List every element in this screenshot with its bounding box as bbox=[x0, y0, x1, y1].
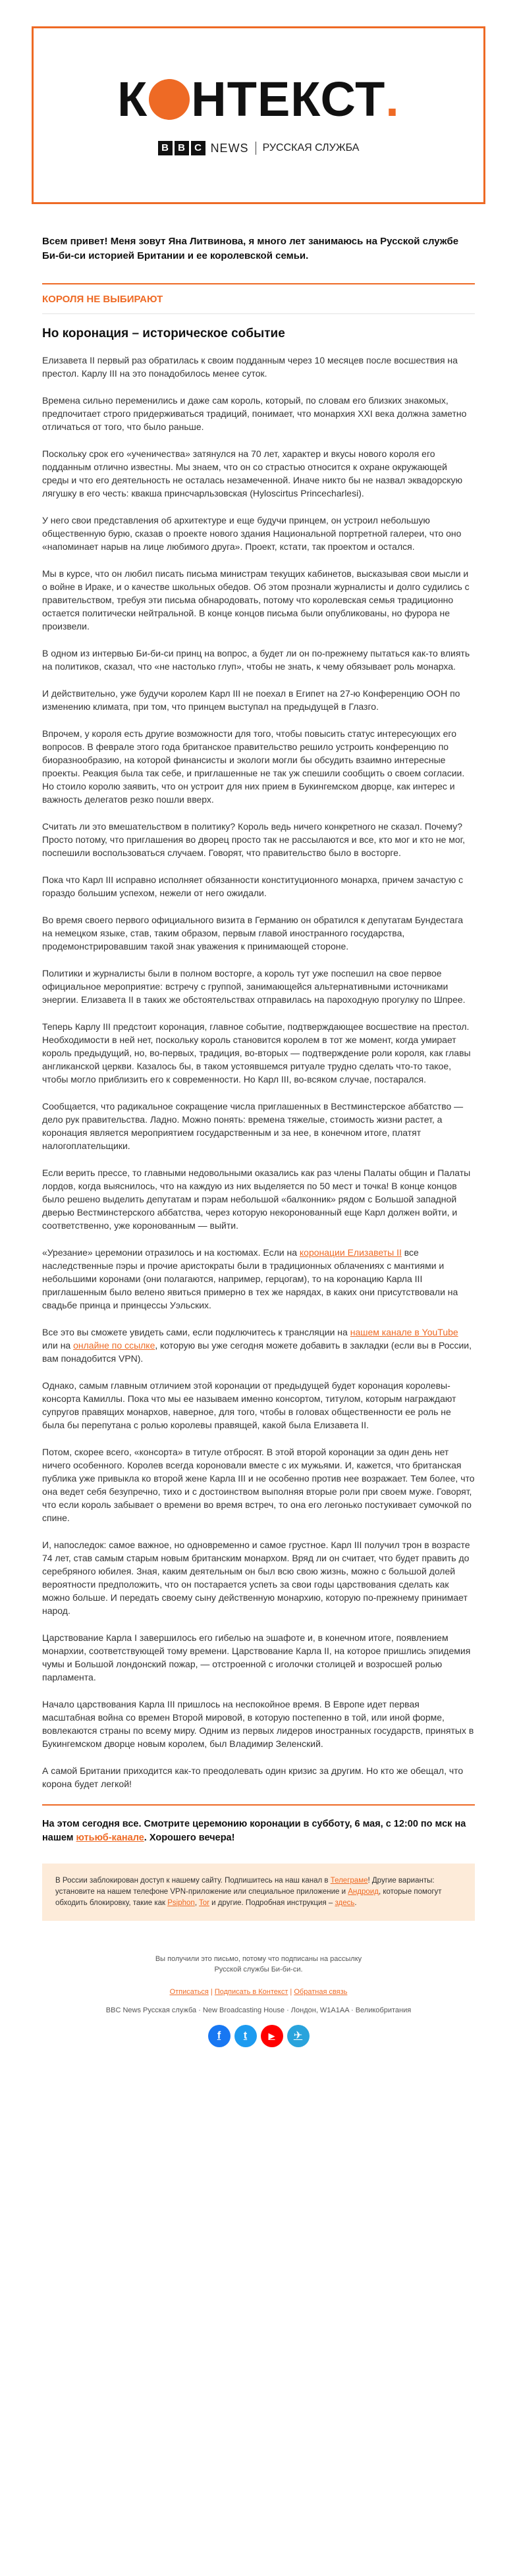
instructions-link[interactable]: здесь bbox=[335, 1899, 355, 1907]
link-separator: | bbox=[288, 1988, 294, 1996]
text-run: «Урезание» церемонии отразилось и на костюмах. Если на bbox=[42, 1247, 300, 1258]
kontekst-logo[interactable] bbox=[117, 72, 400, 126]
text-run: На этом сегодня все. Смотрите церемонию коронации в субботу, 6 мая, с 12:00 по мск на нашем bbox=[42, 1819, 466, 1843]
postal-address: BBC News Русская служба · New Broadcasting House · Лондон, W1A1AA · Великобритания bbox=[105, 2006, 412, 2014]
article-paragraph: Начало царствования Карла III пришлось на неспокойное время. В Европе идет первая масштабная война со времен Второй мировой, в которую постепенно в той, или иной форме, вовлекаются страны по всему миру. Одним из первых лидеров иностранных государств, принятых в Букингемском дворце новым королем, был Владимир Зеленский. bbox=[42, 1699, 474, 1749]
text-run: и другие. Подробная инструкция – bbox=[209, 1899, 335, 1907]
link-separator: | bbox=[208, 1988, 215, 1996]
logo-o-mark bbox=[149, 79, 190, 120]
article-paragraph bbox=[42, 1246, 475, 1312]
article-paragraph: Поскольку срок его «ученичества» затянулся на 70 лет, характер и вкусы нового короля его подданным отлично известны. Мы знаем, что он со страстью относится к охране окружающей среды и что его деятельность не осталась незамеченной. Иначе никто бы не назвал эквадорскую лягушку в его честь: квакша принсчарльзовская (Hyloscirtus Princecharlesi). bbox=[42, 448, 463, 498]
online-stream-link[interactable]: онлайне по ссылке bbox=[73, 1340, 155, 1351]
text-run: , которую вы уже сегодня можете добавить в закладки (если вы в России, вам понадобится VPN). bbox=[42, 1340, 472, 1364]
youtube-link[interactable]: ютьюб-канале bbox=[76, 1833, 144, 1843]
telegram-link[interactable]: Телеграме bbox=[330, 1877, 368, 1885]
article-paragraph: Теперь Карлу III предстоит коронация, главное событие, подтверждающее восшествие на престол. Необходимости в ней нет, поскольку король становится королем в тот же момент, когда умирает король предыдущий, но, во-первых, традиция, во-вторых — подтверждение роли короля, как главы англиканской церкви. Казалось бы, в таком устоявшемся ритуале трудно сделать что-то такое, чтобы могло приблизить его к современности. Но Карл III, во-всяком случае, постарался. bbox=[42, 1021, 471, 1085]
coronation-elizabeth-link[interactable]: коронации Елизаветы II bbox=[299, 1247, 402, 1258]
subscription-note: Вы получили это письмо, потому что подписаны на рассылку Русской службы Би-би-си. bbox=[155, 1955, 362, 1973]
psiphon-link[interactable]: Psiphon bbox=[167, 1899, 195, 1907]
text-run: . bbox=[354, 1899, 357, 1907]
unsubscribe-link[interactable]: Отписаться bbox=[169, 1988, 209, 1996]
text-run: В России заблокирован доступ к нашему сайту. Подпишитесь на наш канал в bbox=[55, 1877, 331, 1885]
article-paragraph: В одном из интервью Би-би-си принц на вопрос, а будет ли он по-прежнему пытаться как-то влиять на политиков, сказал, что «не настолько глуп», чтобы не знать, к чему обязывает роль монарха. bbox=[42, 648, 470, 672]
article-paragraph: Времена сильно переменились и даже сам король, который, по словам его близких знакомых, предпочитает строго придерживаться традиций, понимает, что монархия XXI века должна заметно отличаться от того, что было раньше. bbox=[42, 395, 467, 432]
article-paragraph: Пока что Карл III исправно исполняет обязанности конституционного монарха, причем зачастую с гораздо большим успехом, нежели от него ожидали. bbox=[42, 874, 464, 898]
section-label: КОРОЛЯ НЕ ВЫБИРАЮТ bbox=[42, 294, 163, 305]
article-paragraph: И, напоследок: самое важное, но одновременно и самое грустное. Карл III получил трон в возрасте 74 лет, став самым старым новым британским монархом. Вряд ли он считает, что будет править до серебряного юбилея. Зная, каким деятельным он был всю свою жизнь, можно с большой долей вероятности предположить, что он постарается успеть за свои годы царствования сделать как можно больше. И передать своему сыну действенную монархию, которую по-прежнему принимает народ. bbox=[42, 1540, 470, 1616]
article-paragraph: Сообщается, что радикальное сокращение числа приглашенных в Вестминстерское аббатство — дело рук правительства. Ладно. Можно понять: времена тяжелые, стоимость жизни растет, а коронация является мероприятием государственным и за нее, в конечном итоге, платят налогоплательщики. bbox=[42, 1101, 464, 1151]
bbc-letter: B bbox=[158, 141, 173, 155]
youtube-icon[interactable]: ▶ bbox=[261, 2025, 283, 2047]
article-paragraph: А самой Британии приходится как-то преодолевать один кризис за другим. Но кто же обещал, что корона будет легкой! bbox=[42, 1765, 464, 1789]
text-run: или на bbox=[42, 1340, 74, 1351]
blocking-notice bbox=[42, 1864, 475, 1921]
youtube-channel-link[interactable]: нашем канале в YouTube bbox=[350, 1327, 458, 1337]
telegram-icon[interactable]: ✈ bbox=[287, 2025, 310, 2047]
masthead bbox=[32, 26, 485, 204]
bbc-news-label: NEWS bbox=[210, 141, 249, 155]
text-run: , которые помогут обходить блокировку, такие как bbox=[55, 1888, 442, 1907]
article-paragraph: Впрочем, у короля есть другие возможности для того, чтобы повысить статус интересующих его вопросов. В феврале этого года британское правительство решило устроить конференцию по биоразнообразию, на которой финансисты и экологи могли бы обсудить взаимно интересные проекты. Реакция была так себе, и приглашенные не так уж спешили сообщить о своем согласии. Но стоило королю заявить, что он устроит для них прием в Букингемском дворце, как интерес и важность делегатов резко пошли вверх. bbox=[42, 728, 465, 805]
article-paragraph: Царствование Карла I завершилось его гибелью на эшафоте и, в конечном итоге, появлением монархии, соответствующей тому времени. Царствование Карла II, на которое пришлись эпидемия чумы и Большой лондонский пожар, — отстроенной с иголочки столицей и возросшей ролью парламента. bbox=[42, 1632, 471, 1682]
subscribe-link[interactable]: Подписать в Контекст bbox=[214, 1988, 288, 1996]
article-paragraph: Елизавета II первый раз обратилась к своим подданным через 10 месяцев после восшествия на престол. Карлу III на это понадобилось менее суток. bbox=[42, 355, 458, 379]
closing-note bbox=[42, 1804, 475, 1845]
text-run: все наследственные пэры и прочие аристократы были в традиционных облачениях с мантиями и небольшими коронами (они полагаются, например, герцогам), то на коронацию Карла III приглашенным было велено явиться примерно в тех же нарядах, в каких они присутствовали на свадьбе принца и принцессы Уэльских. bbox=[42, 1247, 458, 1310]
bbc-logo bbox=[158, 141, 205, 155]
text-run: . Хорошего вечера! bbox=[144, 1833, 235, 1843]
bbc-branding bbox=[158, 141, 360, 155]
article-paragraph: И действительно, уже будучи королем Карл III не поехал в Египет на 27-ю Конференцию ООН по изменению климата, при том, что принцем выступал на предыдущей в Глазго. bbox=[42, 688, 460, 712]
article-paragraph: Мы в курсе, что он любил писать письма министрам текущих кабинетов, высказывая свои мысли и о войне в Ираке, и о качестве школьных обедов. Об этом прознали журналисты и долго судились с правительством, требуя эти письма обнародовать, потому что королевская семья традиционно остается политически нейтральной. В конце концов письма были опубликованы, но фурора не произвели. bbox=[42, 568, 470, 631]
footer-links bbox=[42, 1987, 475, 1997]
logo-dot: . bbox=[385, 72, 400, 126]
feedback-link[interactable]: Обратная связь bbox=[294, 1988, 348, 1996]
text-run: Все это вы сможете увидеть сами, если подключитесь к трансляции на bbox=[42, 1327, 350, 1337]
article-paragraph: Если верить прессе, то главными недовольными оказались как раз члены Палаты общин и Палаты лордов, когда выяснилось, что на каждую из них выделяется по 50 мест и точка! В конце концов было решено выделить депутатам и пэрам небольшой «балконник» рядом с Большой западной дверью Вестминстерского аббатства, через которую некоронованный еще Карл должен войти, и соответственно, уже коронованным — выйти. bbox=[42, 1167, 471, 1231]
section-header bbox=[42, 283, 475, 314]
intro-text: Всем привет! Меня зовут Яна Литвинова, я много лет занимаюсь на Русской службе Би-би-си историей Британии и ее королевской семьи. bbox=[42, 236, 459, 261]
logo-letter-k: К bbox=[117, 72, 148, 126]
article bbox=[42, 326, 475, 1790]
social-links bbox=[42, 2025, 475, 2047]
article-title: Но коронация – историческое событие bbox=[42, 327, 285, 340]
bbc-letter: B bbox=[175, 141, 189, 155]
article-paragraph: Во время своего первого официального визита в Германию он обратился к депутатам Бундестага на немецком языке, став, таким образом, первым главой иностранного государства, продемонстрировавшим такой знак уважения к принимающей стороне. bbox=[42, 915, 464, 952]
twitter-icon[interactable]: t bbox=[234, 2025, 257, 2047]
bbc-service-label: РУССКАЯ СЛУЖБА bbox=[262, 142, 360, 153]
text-run: , bbox=[194, 1899, 199, 1907]
article-paragraph: У него свои представления об архитектуре и еще будучи принцем, он устроил небольшую общественную бурю, сказав о проекте нового здания Национальной портретной галереи, что оно «напоминает нарыв на лице любимого друга». Проект, кстати, так проектом и остался. bbox=[42, 515, 462, 552]
bbc-letter: C bbox=[191, 141, 205, 155]
tor-link[interactable]: Tor bbox=[199, 1899, 209, 1907]
logo-letters: НТЕКСТ bbox=[191, 72, 386, 126]
article-paragraph: Однако, самым главным отличием этой коронации от предыдущей будет коронация королевы-консорта Камиллы. Пока что мы ее называем именно консортом, титулом, которым награждают супругов правящих монархов, наверное, для того, чтобы в головах общественности ее роль не была бы перепутана с ролью королевы правящей, какой была Елизавета II. bbox=[42, 1380, 456, 1430]
article-paragraph: Политики и журналисты были в полном восторге, а король тут уже поспешил на свое первое официальное мероприятие: встречу с группой, занимающейся альтернативными источниками энергии. Елизавета II в таких же обстоятельствах отправилась на парохoдную прогулку по Шпрее. bbox=[42, 968, 466, 1005]
article-paragraph: Потом, скорее всего, «консорта» в титуле отбросят. В этой второй коронации за один день нет ничего особенного. Королев всегда короновали вместе с их мужьями. И, кажется, что британская публика уже привыкла ко второй жене Карла III и не особенно против нее возражает. Тем более, что она ведет себя безупречно, тихо и с достоинством выполняя вторые роли при своем муже. Говорят, что если король забывает о времени во время встреч, то она его легонько постукивает сумочкой по спине. bbox=[42, 1447, 475, 1523]
android-link[interactable]: Андроид bbox=[348, 1888, 379, 1896]
article-paragraph: Считать ли это вмешательством в политику? Король ведь ничего конкретного не сказал. Почему? Просто потому, что приглашения во дворец просто так не рассылаются и все, кто мог и кто не мог, поспешили воспользоваться случаем. Говорят, что правительство было в восторге. bbox=[42, 821, 465, 858]
article-paragraph bbox=[42, 1326, 475, 1365]
footer bbox=[42, 1954, 475, 2047]
facebook-icon[interactable]: f bbox=[208, 2025, 231, 2047]
text-run: ! Другие варианты: установите на нашем телефоне VPN-приложение или специальное приложение и bbox=[55, 1877, 435, 1896]
